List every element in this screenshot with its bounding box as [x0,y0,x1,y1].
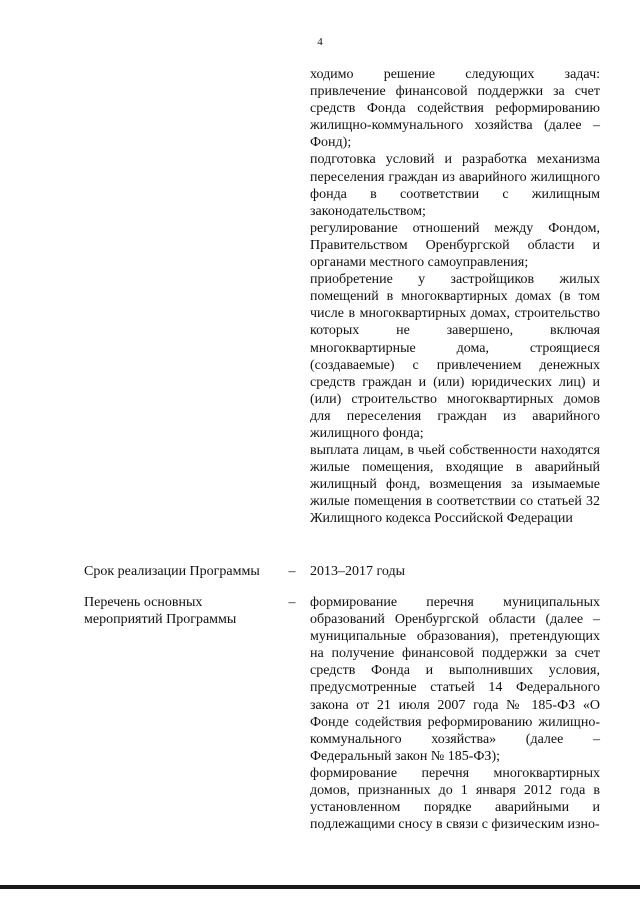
row-dash: – [288,595,296,610]
paragraph: привлечение финансовой поддержки за счет средств Фонда содействия реформированию жилищно-коммунального хозяйства (далее – Фонд); [310,84,600,151]
paragraph: приобретение у застройщиков жилых помещений в многоквартирных домах (в том числе в многоквартирных домах, строительство которых не завершено, включая многоквартирные дома, строящиеся (создаваемые) с привлечением денежных средств граждан и (или) юридических лиц) и (или) строительство многоквартирных домов для переселения граждан из аварийного жилищного фонда; [310,272,600,441]
row-label: Срок реализации Программы [84,564,260,579]
paragraph: выплата лицам, в чьей собственности находятся жилые помещения, входящие в аварийный жилищный фонд, возмещения за изымаемые жилые помещения в соответствии со статьей 32 Жилищного кодекса Российской Федерации [310,443,600,527]
row-value-activities [310,594,600,833]
paragraph: ходимо решение следующих задач: [310,67,600,82]
row-dash: – [288,564,296,579]
paragraph: регулирование отношений между Фондом, Правительством Оренбургской области и органами местного самоуправления; [310,220,600,271]
page-bottom-rule [0,885,640,889]
paragraph: 2013–2017 годы [310,564,406,579]
row-label-activities [84,594,284,628]
page-number: 4 [317,36,323,48]
paragraph: подготовка условий и разработка механизма переселения граждан из аварийного жилищного фонда в соответствии с жилищным законодательством; [310,152,600,219]
paragraph: формирование перечня муниципальных образований Оренбургской области (далее – муниципальные образования), претендующих на получение финансовой поддержки за счет средств Фонда и выполнивших условия, предусмотренные статьей 14 Федерального закона от 21 июля 2007 года № 185-ФЗ «О Фонде содействия реформированию жилищно-коммунального хозяйства» (далее – Федеральный закон № 185-ФЗ); [310,595,600,764]
paragraph: формирование перечня многоквартирных домов, признанных до 1 января 2012 года в установленном порядке аварийными и подлежащими сносу в связи с физическим изно- [310,765,600,833]
row-label: Перечень основных мероприятий Программы [84,595,237,628]
row-value-period [310,563,600,580]
row-label-period [84,563,284,580]
continuation-text [310,66,600,528]
